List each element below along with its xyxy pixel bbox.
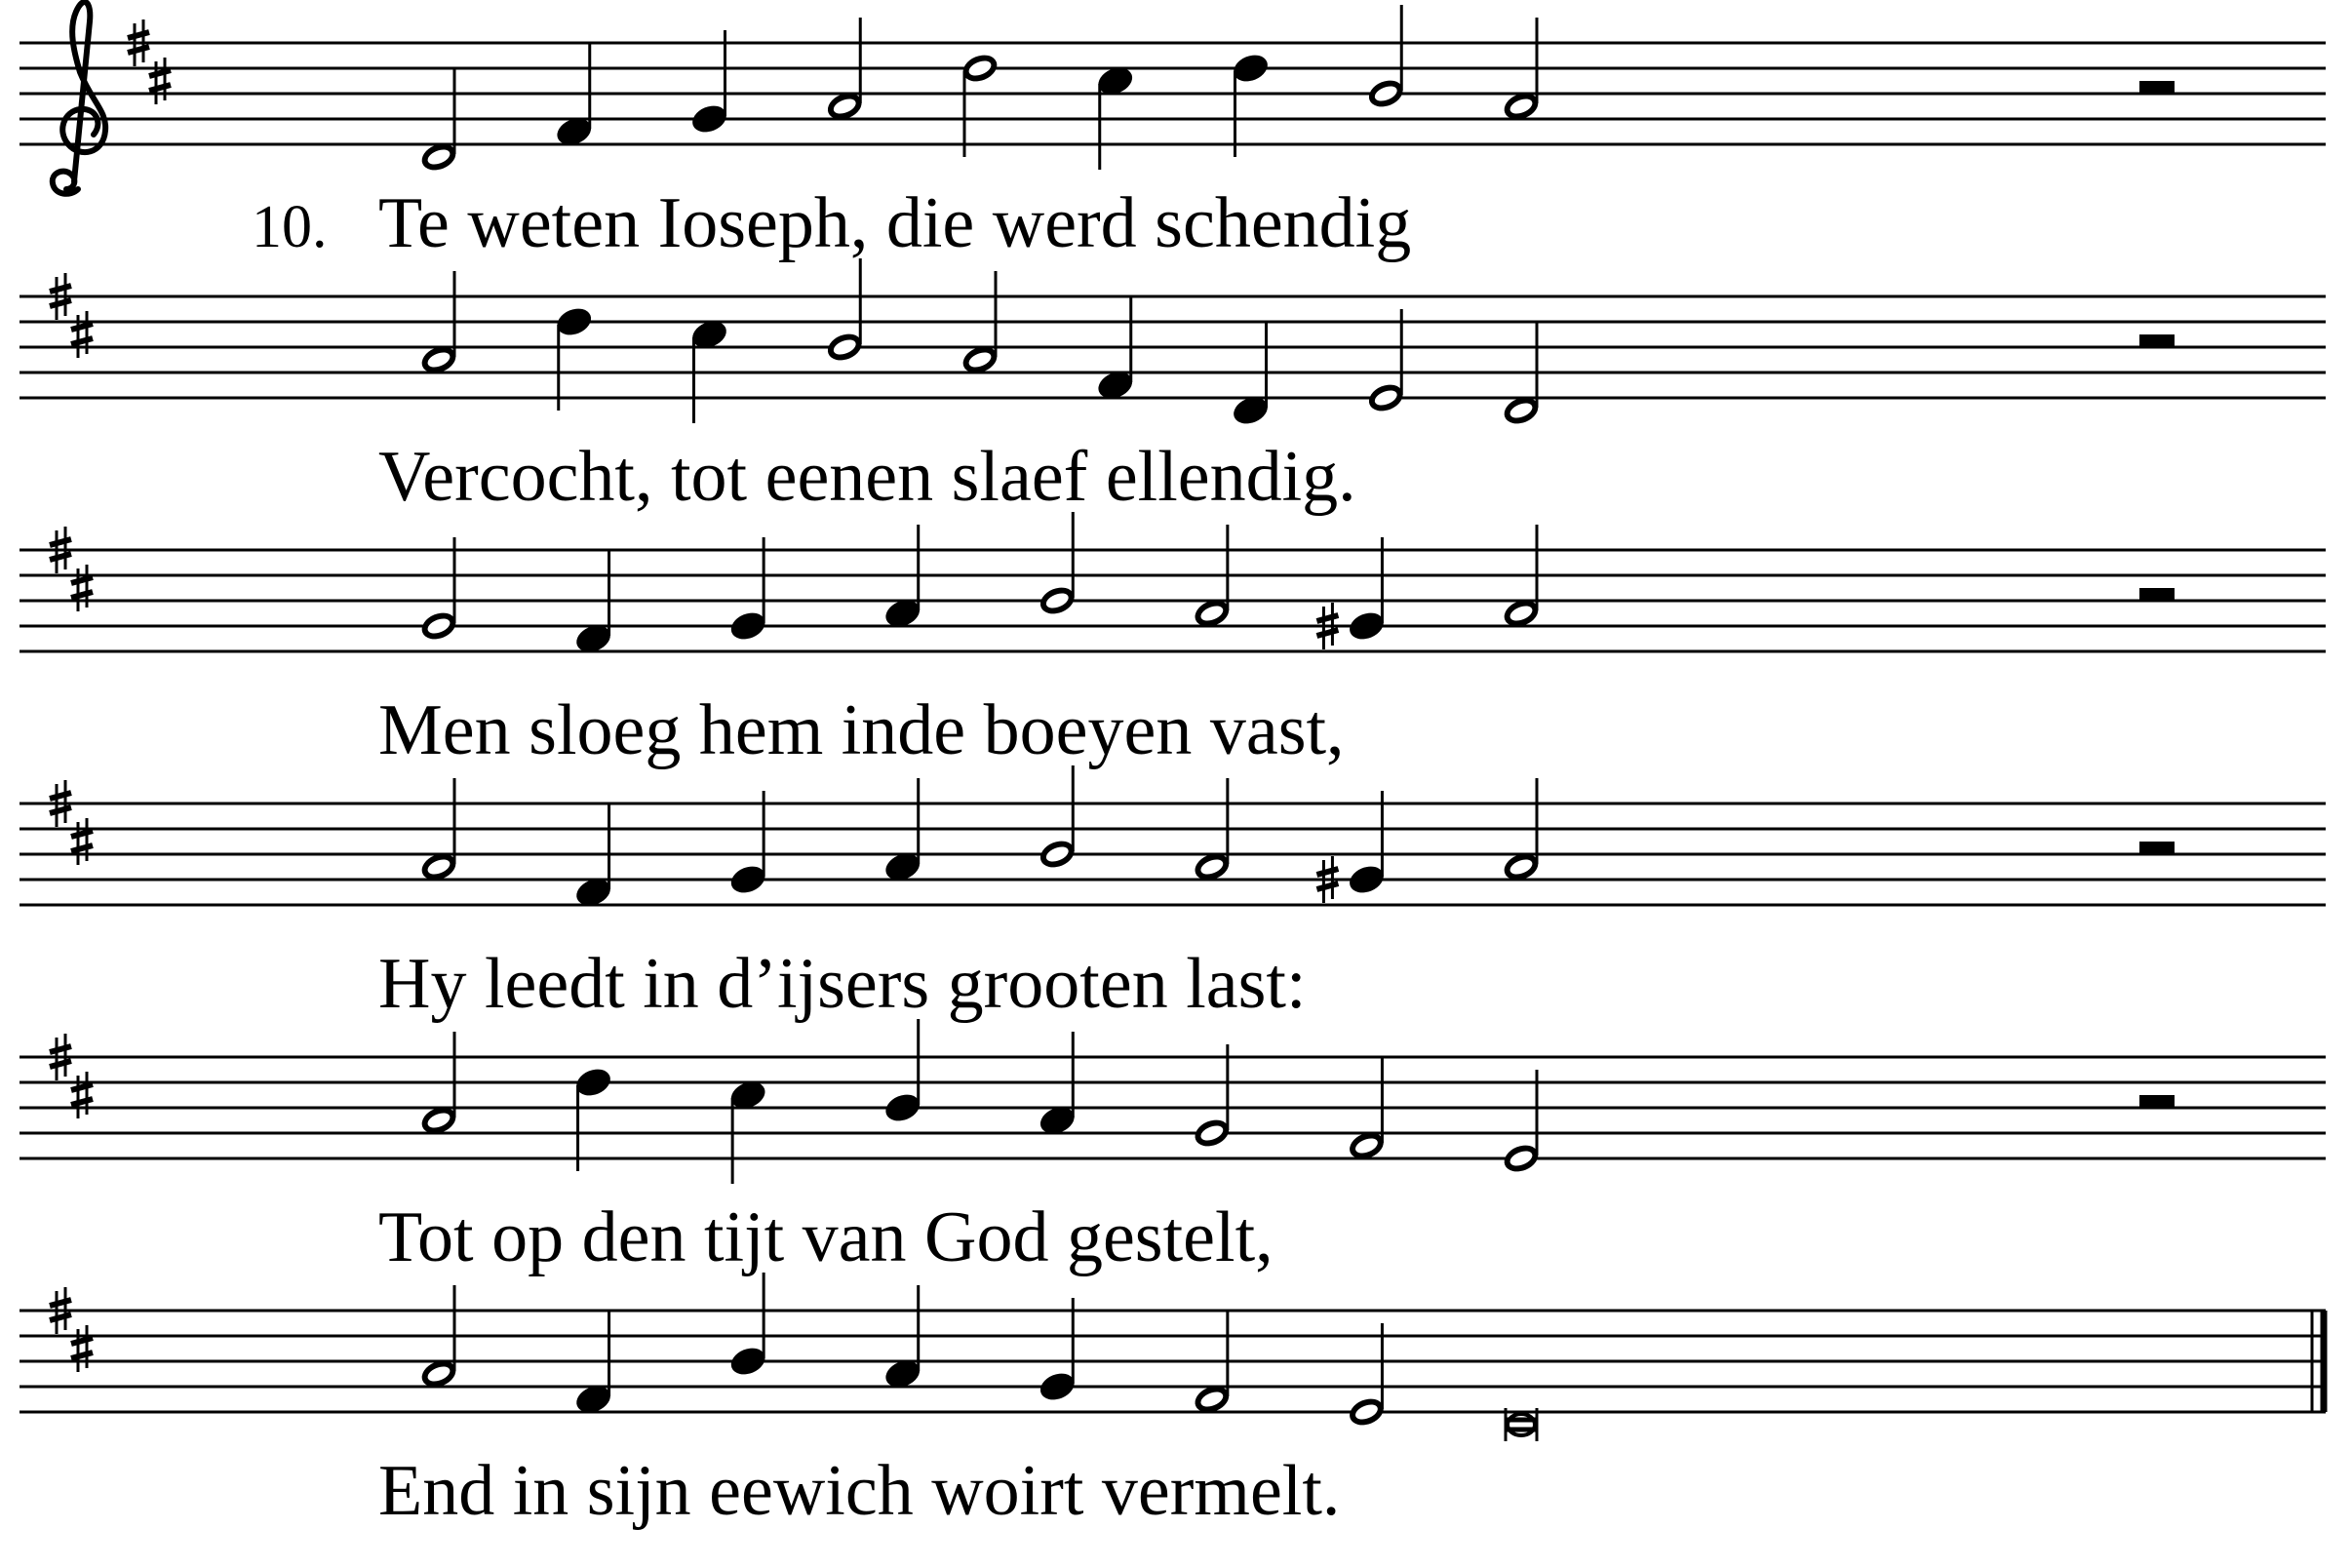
- note: [418, 1032, 460, 1138]
- note: [1191, 525, 1233, 631]
- note: [1365, 5, 1407, 111]
- key-sharp-c-icon: [149, 58, 171, 104]
- lyric-line: Men sloeg hem inde boeyen vast,: [378, 690, 1345, 770]
- rest-icon: [2139, 334, 2175, 347]
- staff-system: [20, 2, 2326, 263]
- key-signature: [50, 527, 93, 611]
- lyric-line: Hy leedt in d’ijsers grooten last:: [378, 944, 1307, 1024]
- note: [1230, 51, 1272, 157]
- note: [1037, 512, 1078, 618]
- note: [1346, 1057, 1388, 1163]
- sharp-bar: [50, 539, 71, 545]
- sharp-bar: [71, 845, 93, 851]
- sharp-bar: [71, 1352, 93, 1358]
- note: [1191, 778, 1233, 884]
- key-signature: [50, 1034, 93, 1118]
- note: [1094, 63, 1136, 170]
- staff-lines: [20, 1057, 2326, 1158]
- sharp-bar: [1316, 883, 1338, 889]
- sharp-bar: [71, 592, 93, 598]
- sharp-bar: [50, 300, 71, 306]
- sharp-bar: [71, 1084, 93, 1090]
- note: [572, 804, 614, 910]
- staff-system: [20, 765, 2326, 1024]
- note: [882, 1285, 923, 1392]
- note: [960, 271, 1001, 377]
- staff-system: [20, 1019, 2326, 1277]
- key-sharp-c-icon: [71, 565, 93, 611]
- treble-clef-stroke: [53, 2, 105, 194]
- sharp-bar: [149, 70, 171, 76]
- systems-layer: [20, 2, 2326, 1531]
- treble-clef-icon: [53, 2, 105, 194]
- staff-system: [20, 258, 2326, 517]
- note: [1316, 791, 1387, 903]
- note: [1230, 322, 1272, 428]
- note: [1501, 778, 1543, 884]
- notehead: [1508, 1414, 1535, 1435]
- sharp-bar: [71, 324, 93, 330]
- staff-system: [20, 1273, 2326, 1531]
- note: [882, 525, 923, 631]
- staff-system: [20, 512, 2326, 770]
- sharp-bar: [71, 831, 93, 837]
- note: [727, 791, 769, 897]
- verse-number: 10.: [252, 194, 328, 260]
- staff-lines: [20, 1311, 2326, 1412]
- rest-icon: [2139, 842, 2175, 854]
- note: [553, 304, 595, 411]
- lyric-line: Te weten Ioseph, die werd schendig: [378, 183, 1412, 263]
- key-signature: [50, 780, 93, 865]
- note: [1094, 296, 1136, 403]
- sharp-bar: [1316, 615, 1338, 621]
- note: [553, 43, 595, 149]
- lyric-line: Vercocht, tot eenen slaef ellendig.: [378, 437, 1356, 517]
- staff-lines: [20, 43, 2326, 144]
- note: [1316, 537, 1387, 649]
- sharp-bar: [71, 1099, 93, 1105]
- sharp-bar: [50, 1314, 71, 1320]
- rest-icon: [2139, 81, 2175, 94]
- note: [727, 537, 769, 644]
- rest-icon: [2139, 1095, 2175, 1108]
- lyric-line: Tot op den tijt van God gestelt,: [378, 1197, 1274, 1277]
- note: [960, 51, 1001, 157]
- note: [1365, 309, 1407, 415]
- key-signature: [128, 20, 171, 104]
- note: [572, 1065, 614, 1171]
- note: [1501, 18, 1543, 124]
- note: [1501, 1070, 1543, 1176]
- sharp-bar: [50, 1061, 71, 1067]
- sharp-bar: [1316, 630, 1338, 636]
- note: [418, 271, 460, 377]
- note: [418, 537, 460, 644]
- note: [688, 30, 730, 137]
- note: [1037, 1298, 1078, 1404]
- note: [824, 18, 866, 124]
- sharp-bar: [50, 793, 71, 799]
- sharp-bar: [71, 1338, 93, 1344]
- note: [1037, 1032, 1078, 1138]
- note: [1191, 1311, 1233, 1417]
- note: [1191, 1044, 1233, 1151]
- sharp-bar: [50, 1300, 71, 1306]
- key-sharp-c-icon: [71, 1072, 93, 1118]
- note: [688, 317, 730, 423]
- sharp-bar: [50, 554, 71, 560]
- key-sharp-c-icon: [71, 818, 93, 865]
- key-sharp-c-icon: [71, 1325, 93, 1372]
- sharp-bar: [50, 1046, 71, 1052]
- lyric-line: End in sijn eewich woirt vermelt.: [378, 1451, 1341, 1531]
- sharp-bar: [128, 32, 149, 38]
- sharp-bar: [128, 47, 149, 53]
- note: [572, 550, 614, 656]
- key-sharp-c-icon: [71, 311, 93, 358]
- rest-icon: [2139, 588, 2175, 601]
- key-signature: [50, 1287, 93, 1372]
- sharp-bar: [149, 85, 171, 91]
- note: [882, 1019, 923, 1125]
- note: [727, 1078, 769, 1184]
- sharp-bar: [50, 286, 71, 292]
- note: [418, 68, 460, 175]
- note: [824, 258, 866, 365]
- sharp-bar: [50, 807, 71, 813]
- note: [418, 778, 460, 884]
- note: [1037, 765, 1078, 872]
- sharp-bar: [71, 338, 93, 344]
- note: [572, 1311, 614, 1417]
- note: [1501, 322, 1543, 428]
- staff-lines: [20, 550, 2326, 651]
- note: [727, 1273, 769, 1379]
- note: [418, 1285, 460, 1392]
- staff-lines: [20, 296, 2326, 398]
- note: [1346, 1323, 1388, 1430]
- staff-lines: [20, 804, 2326, 905]
- key-signature: [50, 273, 93, 358]
- sharp-bar: [71, 577, 93, 583]
- note: [882, 778, 923, 884]
- sharp-bar: [1316, 869, 1338, 875]
- note: [1501, 525, 1543, 631]
